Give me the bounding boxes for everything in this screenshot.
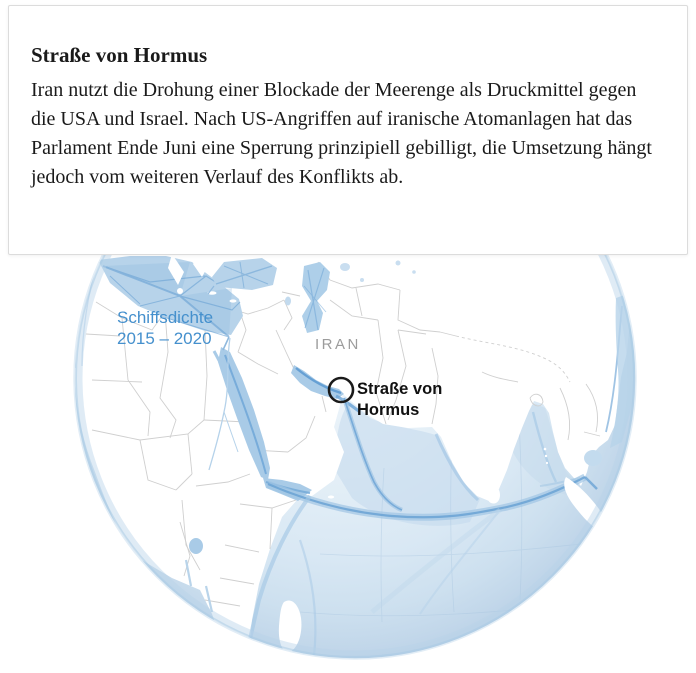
legend-line-2: 2015 – 2020 xyxy=(117,329,212,348)
legend-line-1: Schiffsdichte xyxy=(117,308,214,327)
info-card xyxy=(8,5,688,255)
hormuz-label-line-2: Hormus xyxy=(357,401,420,419)
hormuz-label-line-1: Straße von xyxy=(357,380,443,398)
gulf-of-thailand xyxy=(584,450,602,466)
info-card-title: Straße von Hormus xyxy=(31,43,208,67)
info-card-body: Iran nutzt die Drohung einer Blockade der Meerenge als Druckmittel gegen die USA und Israel. Nach US-Angriffen auf iranische Atomanlagen hat das Parlament Ende Juni eine Sperrung prinzipiell gebilligt, die Umsetzung hängt jedoch vom weiteren Verlauf des Konflikts ab. xyxy=(31,79,652,188)
country-label-iran: IRAN xyxy=(315,336,361,353)
